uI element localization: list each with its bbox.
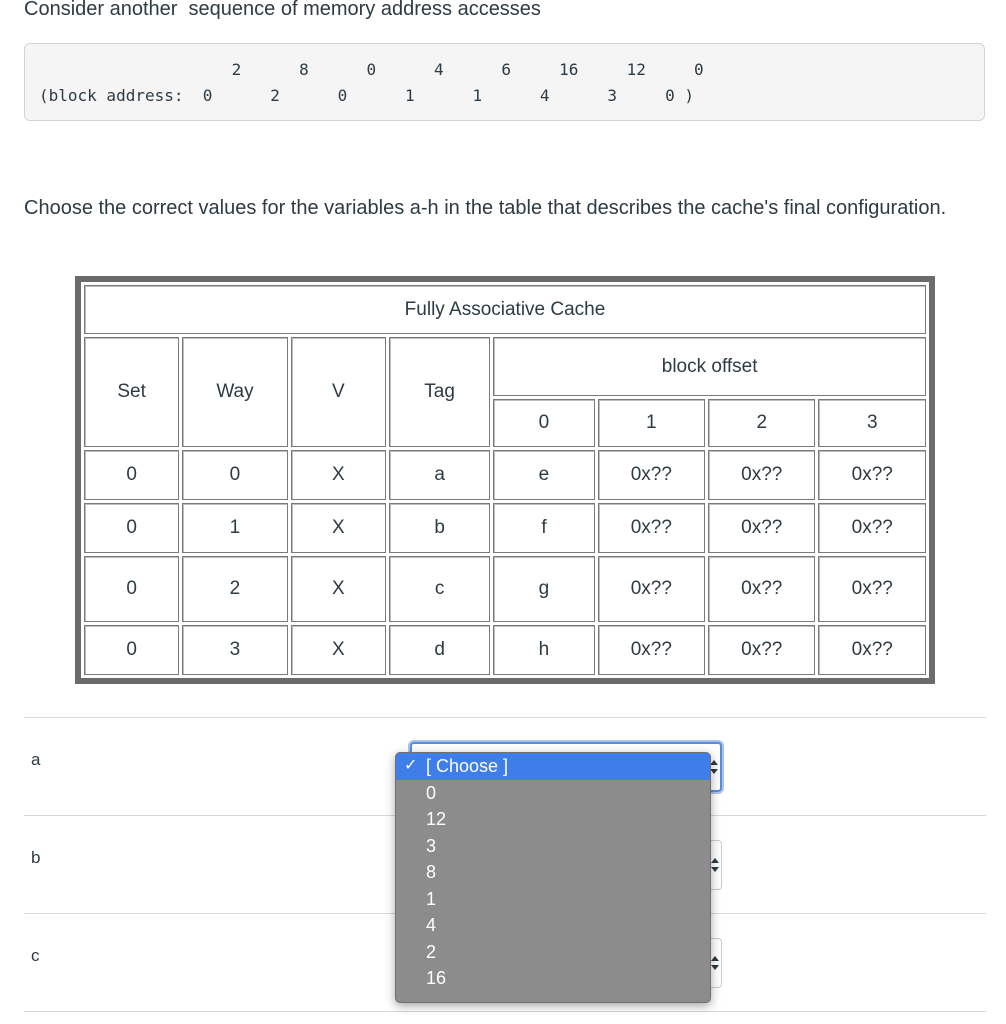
cell-offset-0: f [493,503,594,553]
divider [24,717,986,718]
cache-table-frame [75,276,935,684]
question-text: Choose the correct values for the variables a-h in the table that describes the cache's final configuration. [24,197,947,219]
cell-tag: d [389,625,490,675]
dropdown-option[interactable]: 2 [426,941,437,962]
cell-valid: X [291,450,386,500]
cell-valid: X [291,625,386,675]
answer-label-a: a [31,750,41,769]
dropdown-option[interactable]: 3 [426,835,437,856]
cell-offset-1: 0x?? [598,503,705,553]
cell-offset-2: 0x?? [708,556,815,622]
cell-set: 0 [84,503,179,553]
dropdown-option[interactable]: 16 [426,968,447,988]
cell-offset-2: 0x?? [708,625,815,675]
checkmark-icon: ✓ [404,757,418,774]
header-tag: Tag [389,337,490,447]
dropdown-option[interactable]: 12 [426,809,447,829]
cell-valid: X [291,503,386,553]
header-offset-0: 0 [493,399,594,447]
dropdown-option[interactable]: 4 [426,915,437,935]
cell-offset-0: e [493,450,594,500]
dropdown-option-label: [ Choose ] [426,756,509,776]
header-offset-2: 2 [708,399,815,447]
header-valid: V [291,337,386,447]
cell-valid: X [291,556,386,622]
dropdown-option[interactable]: 0 [426,782,437,803]
cell-offset-3: 0x?? [818,556,926,622]
address-sequence-code-block [24,43,985,121]
intro-text: Consider another sequence of memory address accesses [24,0,541,20]
answer-dropdown-list[interactable] [395,752,711,1003]
table-row [84,556,926,622]
cell-set: 0 [84,625,179,675]
cell-tag: c [389,556,490,622]
cell-offset-1: 0x?? [598,556,705,622]
cache-table-title: Fully Associative Cache [84,285,926,334]
cell-way: 3 [182,625,287,675]
cell-way: 1 [182,503,287,553]
cell-way: 0 [182,450,287,500]
code-line-addresses: 2 8 0 4 6 16 12 0 [39,60,704,79]
header-offset-3: 3 [818,399,926,447]
header-offset-1: 1 [598,399,705,447]
cell-way: 2 [182,556,287,622]
cell-offset-2: 0x?? [708,450,815,500]
table-row [84,625,926,675]
cell-offset-3: 0x?? [818,503,926,553]
cell-set: 0 [84,556,179,622]
cell-offset-3: 0x?? [818,625,926,675]
header-set: Set [84,337,179,447]
table-row [84,503,926,553]
cell-offset-1: 0x?? [598,625,705,675]
header-block-offset: block offset [493,337,926,396]
answer-label-c: c [31,946,40,965]
header-way: Way [182,337,287,447]
cell-tag: b [389,503,490,553]
code-line-block-addresses: (block address: 0 2 0 1 1 4 3 0 ) [39,86,695,105]
dropdown-option-choose[interactable] [396,753,710,780]
cell-offset-2: 0x?? [708,503,815,553]
dropdown-option[interactable]: 8 [426,862,437,882]
cell-offset-0: g [493,556,594,622]
divider [24,1011,986,1012]
cell-offset-0: h [493,625,594,675]
cell-tag: a [389,450,490,500]
cache-table [81,282,929,678]
cell-offset-3: 0x?? [818,450,926,500]
answer-label-b: b [31,848,41,867]
table-row [84,450,926,500]
dropdown-option[interactable]: 1 [426,888,437,909]
cell-offset-1: 0x?? [598,450,705,500]
cell-set: 0 [84,450,179,500]
